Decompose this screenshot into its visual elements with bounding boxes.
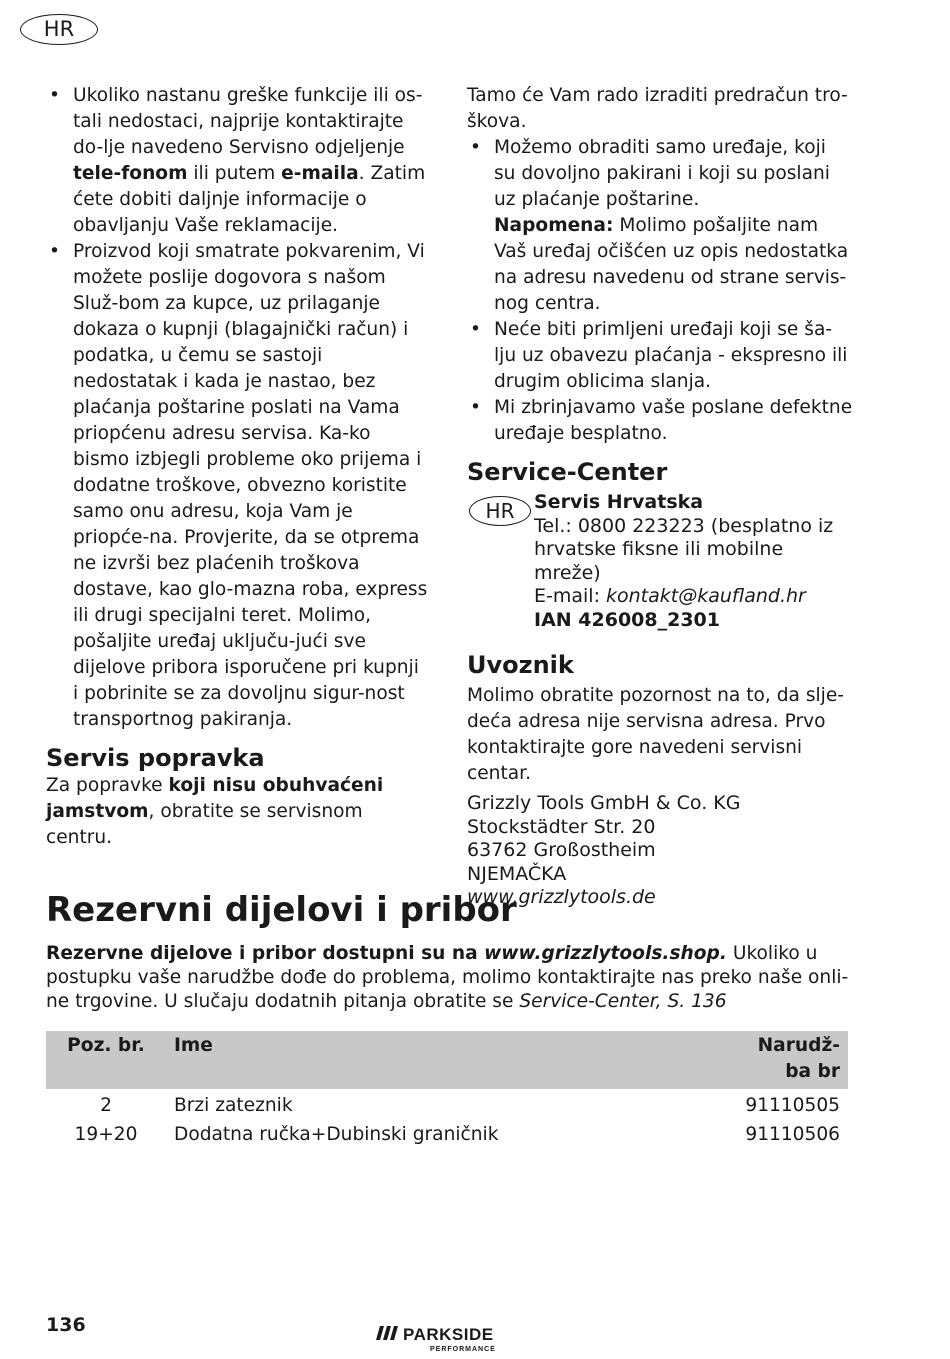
text-run: Proizvod koji smatrate pokvarenim, Vi možete poslije dogovora s našom Služ-bom za kupce, uz prilaganje dokaza o kupnji (blagajnički račun) i podatka, u čemu se sastoji nedostatak i kada je nastao, bez plaćanja poštarine poslati na Vama priopćenu adresu servisa. Ka-ko bismo izbjegli probleme oko prijema i dodatne troškove, obvezno koristite samo onu adresu, koja Vam je priopće-na. Provjerite, da se otprema ne izvrši bez plaćenih troškova dostave, kao glo-mazna roba, express ili drugi specijalni teret. Molimo, pošaljite uređaj uključu-jući sve dijelove pribora isporučene pri kupnji i pobrinite se za dovoljnu sigur-nost transportnog pakiranja. — [73, 241, 428, 730]
text-run: . Zatim ćete dobiti daljnje informacije o obavljanju Vaše reklamacije. — [73, 163, 426, 236]
importer-note: Molimo obratite pozornost na to, da slje-deća adresa nije servisna adresa. Prvo kontaktirajte gore navedeni servisni centar. — [467, 685, 844, 784]
service-center-heading: Service-Center — [467, 458, 668, 486]
list-item — [467, 395, 853, 447]
text-run: , obratite se servisnom centru. — [46, 801, 363, 848]
text-run-bold: e-maila — [281, 163, 359, 184]
cell-order-number: 91110505 — [745, 1095, 840, 1116]
shop-link[interactable]: www.grizzlytools.shop. — [484, 943, 727, 964]
column-header-name: Ime — [174, 1035, 213, 1056]
text-run-bold: Rezervne dijelove i pribor dostupni su na — [46, 943, 485, 964]
repair-service-heading: Servis popravka — [46, 744, 265, 772]
spare-parts-intro — [46, 942, 856, 1014]
shipping-bullets — [467, 135, 853, 447]
warranty-bullets — [46, 83, 428, 733]
right-column — [467, 83, 853, 910]
table-row — [46, 1089, 848, 1118]
table-header-row — [46, 1031, 848, 1089]
service-center-contact — [467, 491, 853, 632]
service-phone: Tel.: 0800 223223 (besplatno iz hrvatske fiksne ili mobilne mreže) — [534, 514, 834, 584]
column-header-order-number — [712, 1031, 848, 1089]
text-run: Ukoliko nastanu greške funkcije ili os-tali nedostaci, najprije kontaktirajte do-lje navedeno Servisno odjeljenje — [73, 85, 423, 158]
text-run: Mi zbrinjavamo vaše poslane defektne uređaje besplatno. — [494, 397, 853, 444]
text-run-bold: koji nisu obuhvaćeni jamstvom — [46, 775, 384, 822]
list-item — [467, 135, 853, 317]
importer-heading: Uvoznik — [467, 651, 574, 679]
cell-order-number: 91110506 — [745, 1124, 840, 1145]
country-badge: HR — [469, 496, 531, 526]
page-number: 136 — [46, 1314, 86, 1336]
service-name: Servis Hrvatska — [534, 491, 704, 513]
column-header-position: Poz. br. — [67, 1035, 145, 1056]
cell-name: Dodatna ručka+Dubinski graničnik — [174, 1124, 499, 1145]
brand-name: PARKSIDE — [403, 1325, 494, 1344]
text-run: Ukoliko u postupku vaše narudžbe dođe do problema, molimo kontaktirajte nas preko naše onli-ne trgovine. U slučaju dodatnih pitanja obratite se — [46, 943, 849, 1012]
spare-parts-title: Rezervni dijelovi i pribor — [46, 890, 517, 930]
list-item — [467, 317, 853, 395]
company-name: Grizzly Tools GmbH & Co. KG — [467, 792, 741, 814]
parkside-logo — [372, 1320, 527, 1354]
list-item — [46, 239, 428, 733]
text-run: Molimo pošaljite nam Vaš uređaj očišćen uz opis nedostatka na adresu navedenu od strane servis-nog centra. — [494, 215, 849, 314]
header-text: Narudž-ba br — [757, 1035, 840, 1082]
ian-number: IAN 426008_2301 — [534, 608, 720, 631]
service-email — [534, 585, 853, 609]
slash-stripes-icon — [376, 1326, 398, 1340]
text-run: Neće biti primljeni uređaji koji se ša-lju uz obavezu plaćanja - ekspresno ili drugim oblicima slanja. — [494, 319, 848, 392]
brand-subtitle: PERFORMANCE — [430, 1346, 496, 1353]
repair-service-text — [46, 773, 428, 851]
website-link[interactable]: www.grizzlytools.de — [467, 886, 656, 908]
list-item — [46, 83, 428, 239]
note-label: Napomena: — [494, 215, 614, 236]
address-country: NJEMAČKA — [467, 862, 567, 885]
text-run: ili putem — [187, 163, 282, 184]
left-column — [46, 83, 428, 851]
language-badge: HR — [20, 14, 98, 45]
cell-position: 19+20 — [74, 1124, 138, 1145]
email-label: E-mail: — [534, 585, 607, 607]
cell-name: Brzi zateznik — [174, 1095, 293, 1116]
spare-parts-table — [46, 1031, 848, 1147]
table-row — [46, 1118, 848, 1147]
service-center-reference: Service-Center, S. 136 — [519, 991, 727, 1012]
text-run: Za popravke — [46, 775, 169, 796]
email-link[interactable]: kontakt@kaufland.hr — [606, 585, 806, 607]
cost-estimate-text: Tamo će Vam rado izraditi predračun tro-škova. — [467, 85, 848, 132]
address-street: Stockstädter Str. 20 — [467, 815, 656, 838]
address-city: 63762 Großostheim — [467, 839, 656, 861]
importer-address — [467, 792, 853, 910]
text-run: Možemo obraditi samo uređaje, koji su dovoljno pakirani i koji su poslani uz plaćanje poštarine. — [494, 137, 830, 210]
cell-position: 2 — [100, 1095, 112, 1116]
text-run-bold: tele-fonom — [73, 163, 188, 184]
